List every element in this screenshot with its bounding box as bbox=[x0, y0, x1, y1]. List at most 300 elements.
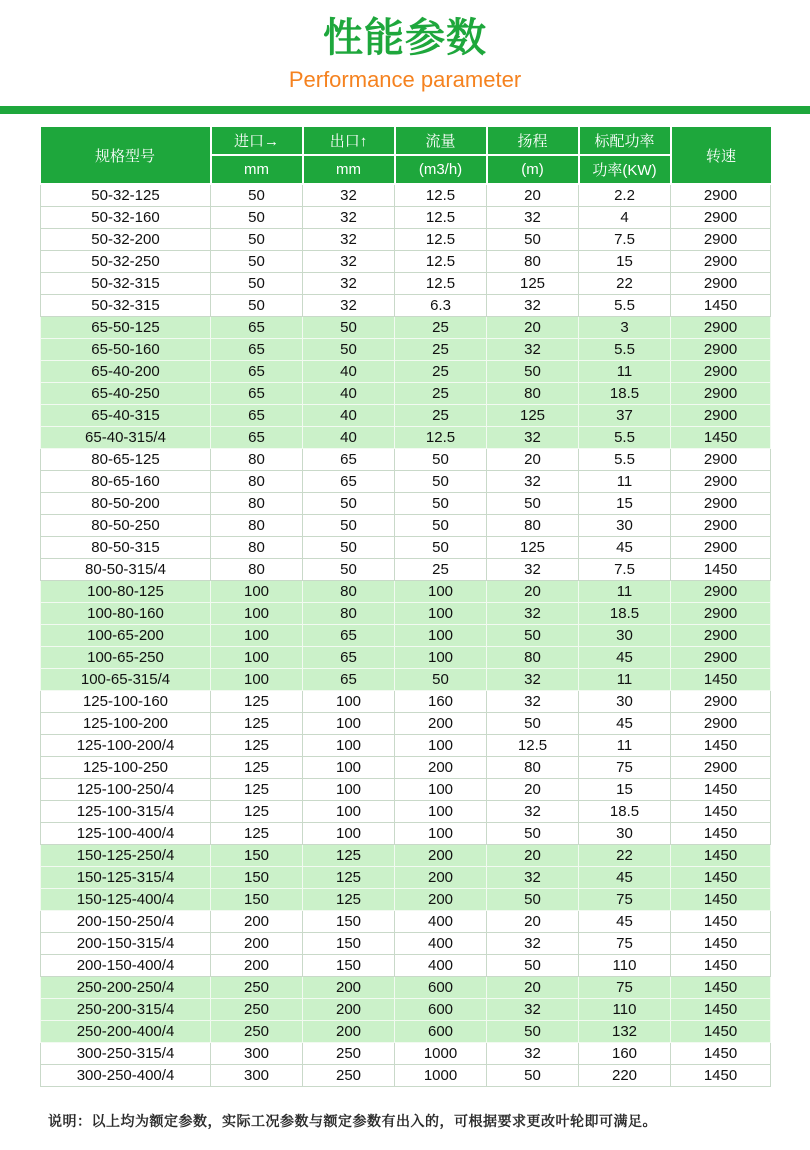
cell-inlet: 125 bbox=[211, 779, 303, 801]
table-row bbox=[41, 603, 771, 625]
table-row bbox=[41, 317, 771, 339]
cell-power: 11 bbox=[579, 581, 671, 603]
table-row bbox=[41, 779, 771, 801]
table-row bbox=[41, 911, 771, 933]
cell-head: 50 bbox=[487, 229, 579, 251]
cell-speed: 2900 bbox=[671, 625, 771, 647]
cell-model: 200-150-250/4 bbox=[41, 911, 211, 933]
cell-model: 125-100-315/4 bbox=[41, 801, 211, 823]
cell-power: 11 bbox=[579, 471, 671, 493]
cell-inlet: 200 bbox=[211, 955, 303, 977]
cell-outlet: 65 bbox=[303, 625, 395, 647]
cell-head: 20 bbox=[487, 845, 579, 867]
cell-flow: 400 bbox=[395, 933, 487, 955]
cell-inlet: 125 bbox=[211, 801, 303, 823]
cell-outlet: 65 bbox=[303, 471, 395, 493]
cell-outlet: 32 bbox=[303, 184, 395, 207]
cell-inlet: 250 bbox=[211, 999, 303, 1021]
cell-flow: 50 bbox=[395, 471, 487, 493]
table-row bbox=[41, 977, 771, 999]
cell-inlet: 65 bbox=[211, 383, 303, 405]
header-cell-outlet-unit: mm bbox=[303, 155, 395, 184]
cell-speed: 2900 bbox=[671, 537, 771, 559]
cell-power: 15 bbox=[579, 251, 671, 273]
cell-inlet: 50 bbox=[211, 184, 303, 207]
cell-outlet: 32 bbox=[303, 273, 395, 295]
cell-head: 50 bbox=[487, 493, 579, 515]
cell-speed: 1450 bbox=[671, 1043, 771, 1065]
cell-flow: 12.5 bbox=[395, 207, 487, 229]
cell-flow: 12.5 bbox=[395, 251, 487, 273]
cell-flow: 12.5 bbox=[395, 184, 487, 207]
cell-outlet: 100 bbox=[303, 823, 395, 845]
table-row bbox=[41, 845, 771, 867]
cell-power: 37 bbox=[579, 405, 671, 427]
table-row bbox=[41, 889, 771, 911]
cell-model: 125-100-250 bbox=[41, 757, 211, 779]
cell-flow: 100 bbox=[395, 581, 487, 603]
cell-power: 18.5 bbox=[579, 603, 671, 625]
table-row bbox=[41, 647, 771, 669]
cell-speed: 1450 bbox=[671, 845, 771, 867]
cell-power: 75 bbox=[579, 757, 671, 779]
cell-outlet: 50 bbox=[303, 559, 395, 581]
cell-model: 80-50-200 bbox=[41, 493, 211, 515]
cell-speed: 2900 bbox=[671, 603, 771, 625]
cell-power: 15 bbox=[579, 779, 671, 801]
cell-head: 32 bbox=[487, 339, 579, 361]
cell-power: 30 bbox=[579, 691, 671, 713]
cell-outlet: 150 bbox=[303, 933, 395, 955]
cell-outlet: 40 bbox=[303, 383, 395, 405]
cell-head: 50 bbox=[487, 955, 579, 977]
cell-head: 32 bbox=[487, 933, 579, 955]
cell-power: 160 bbox=[579, 1043, 671, 1065]
cell-head: 80 bbox=[487, 251, 579, 273]
cell-model: 65-40-315/4 bbox=[41, 427, 211, 449]
header-cell-model: 规格型号 bbox=[41, 127, 211, 184]
cell-flow: 25 bbox=[395, 361, 487, 383]
cell-model: 125-100-200 bbox=[41, 713, 211, 735]
footer-note: 说明：以上均为额定参数，实际工况参数与额定参数有出入的，可根据要求更改叶轮即可满足。 bbox=[48, 1113, 657, 1130]
cell-speed: 1450 bbox=[671, 295, 771, 317]
table-row bbox=[41, 427, 771, 449]
cell-head: 20 bbox=[487, 911, 579, 933]
cell-speed: 2900 bbox=[671, 581, 771, 603]
cell-outlet: 50 bbox=[303, 493, 395, 515]
cell-power: 11 bbox=[579, 361, 671, 383]
cell-inlet: 125 bbox=[211, 691, 303, 713]
cell-flow: 50 bbox=[395, 669, 487, 691]
cell-inlet: 50 bbox=[211, 251, 303, 273]
cell-outlet: 125 bbox=[303, 867, 395, 889]
cell-model: 50-32-315 bbox=[41, 273, 211, 295]
table-row bbox=[41, 207, 771, 229]
cell-outlet: 200 bbox=[303, 999, 395, 1021]
page-title: 性能参数 bbox=[323, 16, 487, 60]
table-row bbox=[41, 823, 771, 845]
cell-power: 30 bbox=[579, 823, 671, 845]
cell-head: 50 bbox=[487, 889, 579, 911]
header-cell-speed: 转速 bbox=[671, 127, 771, 184]
cell-head: 32 bbox=[487, 691, 579, 713]
divider-bar bbox=[0, 106, 810, 114]
cell-head: 32 bbox=[487, 427, 579, 449]
cell-inlet: 100 bbox=[211, 669, 303, 691]
cell-flow: 6.3 bbox=[395, 295, 487, 317]
header-cell-flow-unit: (m3/h) bbox=[395, 155, 487, 184]
table-row bbox=[41, 229, 771, 251]
cell-flow: 100 bbox=[395, 735, 487, 757]
header-cell-power: 标配功率 bbox=[579, 127, 671, 155]
cell-model: 250-200-400/4 bbox=[41, 1021, 211, 1043]
cell-outlet: 65 bbox=[303, 669, 395, 691]
cell-power: 5.5 bbox=[579, 427, 671, 449]
table-row bbox=[41, 999, 771, 1021]
table-row bbox=[41, 493, 771, 515]
cell-power: 11 bbox=[579, 669, 671, 691]
cell-power: 110 bbox=[579, 999, 671, 1021]
cell-speed: 2900 bbox=[671, 471, 771, 493]
cell-flow: 25 bbox=[395, 383, 487, 405]
header-cell-inlet: 进口→ bbox=[211, 127, 303, 155]
cell-flow: 1000 bbox=[395, 1043, 487, 1065]
cell-outlet: 50 bbox=[303, 515, 395, 537]
cell-speed: 2900 bbox=[671, 515, 771, 537]
cell-outlet: 32 bbox=[303, 229, 395, 251]
header-cell-inlet-unit: mm bbox=[211, 155, 303, 184]
performance-table bbox=[40, 127, 771, 1087]
cell-inlet: 150 bbox=[211, 845, 303, 867]
cell-model: 50-32-200 bbox=[41, 229, 211, 251]
table-row bbox=[41, 867, 771, 889]
cell-flow: 100 bbox=[395, 647, 487, 669]
table-row bbox=[41, 361, 771, 383]
cell-model: 125-100-250/4 bbox=[41, 779, 211, 801]
cell-speed: 1450 bbox=[671, 977, 771, 999]
cell-inlet: 65 bbox=[211, 317, 303, 339]
cell-outlet: 100 bbox=[303, 779, 395, 801]
cell-power: 5.5 bbox=[579, 449, 671, 471]
cell-head: 32 bbox=[487, 207, 579, 229]
cell-inlet: 80 bbox=[211, 537, 303, 559]
cell-inlet: 250 bbox=[211, 1021, 303, 1043]
cell-outlet: 125 bbox=[303, 889, 395, 911]
cell-outlet: 65 bbox=[303, 449, 395, 471]
cell-inlet: 300 bbox=[211, 1065, 303, 1087]
cell-head: 32 bbox=[487, 801, 579, 823]
cell-model: 150-125-250/4 bbox=[41, 845, 211, 867]
table-header bbox=[41, 127, 771, 184]
cell-model: 65-40-315 bbox=[41, 405, 211, 427]
cell-model: 80-50-250 bbox=[41, 515, 211, 537]
cell-model: 150-125-400/4 bbox=[41, 889, 211, 911]
cell-outlet: 250 bbox=[303, 1043, 395, 1065]
cell-speed: 2900 bbox=[671, 273, 771, 295]
cell-power: 45 bbox=[579, 647, 671, 669]
table-row bbox=[41, 581, 771, 603]
cell-speed: 2900 bbox=[671, 691, 771, 713]
cell-inlet: 50 bbox=[211, 207, 303, 229]
cell-head: 32 bbox=[487, 295, 579, 317]
cell-outlet: 80 bbox=[303, 581, 395, 603]
cell-model: 125-100-400/4 bbox=[41, 823, 211, 845]
cell-speed: 2900 bbox=[671, 251, 771, 273]
cell-head: 50 bbox=[487, 1021, 579, 1043]
header-cell-head: 扬程 bbox=[487, 127, 579, 155]
cell-speed: 1450 bbox=[671, 867, 771, 889]
cell-speed: 2900 bbox=[671, 207, 771, 229]
cell-head: 50 bbox=[487, 361, 579, 383]
cell-speed: 1450 bbox=[671, 779, 771, 801]
cell-flow: 50 bbox=[395, 515, 487, 537]
cell-inlet: 150 bbox=[211, 889, 303, 911]
cell-flow: 200 bbox=[395, 713, 487, 735]
cell-flow: 1000 bbox=[395, 1065, 487, 1087]
cell-speed: 2900 bbox=[671, 493, 771, 515]
cell-flow: 400 bbox=[395, 955, 487, 977]
header-cell-outlet: 出口↑ bbox=[303, 127, 395, 155]
cell-head: 12.5 bbox=[487, 735, 579, 757]
cell-speed: 1450 bbox=[671, 735, 771, 757]
cell-inlet: 300 bbox=[211, 1043, 303, 1065]
cell-speed: 1450 bbox=[671, 427, 771, 449]
cell-flow: 50 bbox=[395, 537, 487, 559]
cell-outlet: 250 bbox=[303, 1065, 395, 1087]
cell-outlet: 200 bbox=[303, 1021, 395, 1043]
cell-flow: 25 bbox=[395, 339, 487, 361]
cell-inlet: 150 bbox=[211, 867, 303, 889]
cell-head: 20 bbox=[487, 779, 579, 801]
cell-outlet: 50 bbox=[303, 317, 395, 339]
cell-inlet: 80 bbox=[211, 559, 303, 581]
cell-head: 20 bbox=[487, 581, 579, 603]
cell-head: 20 bbox=[487, 449, 579, 471]
cell-flow: 12.5 bbox=[395, 427, 487, 449]
cell-speed: 1450 bbox=[671, 933, 771, 955]
cell-head: 20 bbox=[487, 977, 579, 999]
cell-model: 65-40-250 bbox=[41, 383, 211, 405]
table-row bbox=[41, 251, 771, 273]
cell-power: 7.5 bbox=[579, 559, 671, 581]
cell-model: 100-80-125 bbox=[41, 581, 211, 603]
cell-head: 125 bbox=[487, 273, 579, 295]
cell-model: 250-200-315/4 bbox=[41, 999, 211, 1021]
table-row bbox=[41, 515, 771, 537]
cell-head: 125 bbox=[487, 537, 579, 559]
cell-head: 32 bbox=[487, 471, 579, 493]
cell-inlet: 100 bbox=[211, 581, 303, 603]
cell-speed: 1450 bbox=[671, 889, 771, 911]
cell-model: 100-65-315/4 bbox=[41, 669, 211, 691]
cell-speed: 2900 bbox=[671, 647, 771, 669]
cell-flow: 200 bbox=[395, 845, 487, 867]
cell-head: 32 bbox=[487, 1043, 579, 1065]
cell-power: 75 bbox=[579, 933, 671, 955]
cell-flow: 160 bbox=[395, 691, 487, 713]
cell-flow: 12.5 bbox=[395, 273, 487, 295]
cell-inlet: 125 bbox=[211, 757, 303, 779]
table-row bbox=[41, 559, 771, 581]
cell-inlet: 65 bbox=[211, 405, 303, 427]
cell-speed: 2900 bbox=[671, 383, 771, 405]
cell-head: 80 bbox=[487, 383, 579, 405]
cell-inlet: 80 bbox=[211, 493, 303, 515]
cell-speed: 2900 bbox=[671, 229, 771, 251]
cell-inlet: 65 bbox=[211, 427, 303, 449]
cell-head: 32 bbox=[487, 603, 579, 625]
table-row bbox=[41, 691, 771, 713]
cell-outlet: 50 bbox=[303, 339, 395, 361]
cell-head: 80 bbox=[487, 757, 579, 779]
cell-model: 50-32-250 bbox=[41, 251, 211, 273]
cell-model: 50-32-125 bbox=[41, 184, 211, 207]
table-row bbox=[41, 669, 771, 691]
cell-power: 132 bbox=[579, 1021, 671, 1043]
cell-flow: 400 bbox=[395, 911, 487, 933]
cell-power: 110 bbox=[579, 955, 671, 977]
cell-speed: 1450 bbox=[671, 669, 771, 691]
cell-inlet: 100 bbox=[211, 603, 303, 625]
cell-head: 50 bbox=[487, 625, 579, 647]
cell-outlet: 100 bbox=[303, 735, 395, 757]
cell-power: 18.5 bbox=[579, 801, 671, 823]
cell-outlet: 65 bbox=[303, 647, 395, 669]
cell-model: 200-150-400/4 bbox=[41, 955, 211, 977]
cell-model: 100-65-200 bbox=[41, 625, 211, 647]
cell-flow: 25 bbox=[395, 559, 487, 581]
cell-flow: 100 bbox=[395, 801, 487, 823]
table-row bbox=[41, 339, 771, 361]
cell-head: 50 bbox=[487, 713, 579, 735]
cell-flow: 200 bbox=[395, 757, 487, 779]
table-row bbox=[41, 471, 771, 493]
cell-outlet: 40 bbox=[303, 427, 395, 449]
cell-model: 80-65-125 bbox=[41, 449, 211, 471]
cell-power: 5.5 bbox=[579, 295, 671, 317]
cell-outlet: 200 bbox=[303, 977, 395, 999]
table-row bbox=[41, 757, 771, 779]
cell-power: 15 bbox=[579, 493, 671, 515]
cell-power: 7.5 bbox=[579, 229, 671, 251]
table-row bbox=[41, 955, 771, 977]
cell-flow: 600 bbox=[395, 1021, 487, 1043]
cell-head: 32 bbox=[487, 999, 579, 1021]
cell-model: 65-50-125 bbox=[41, 317, 211, 339]
cell-power: 45 bbox=[579, 867, 671, 889]
cell-power: 18.5 bbox=[579, 383, 671, 405]
cell-speed: 1450 bbox=[671, 911, 771, 933]
cell-speed: 1450 bbox=[671, 1065, 771, 1087]
cell-power: 11 bbox=[579, 735, 671, 757]
cell-model: 200-150-315/4 bbox=[41, 933, 211, 955]
table-row bbox=[41, 537, 771, 559]
cell-flow: 50 bbox=[395, 449, 487, 471]
header-cell-head-unit: (m) bbox=[487, 155, 579, 184]
cell-head: 20 bbox=[487, 184, 579, 207]
cell-outlet: 32 bbox=[303, 295, 395, 317]
cell-inlet: 80 bbox=[211, 471, 303, 493]
cell-flow: 100 bbox=[395, 823, 487, 845]
cell-head: 125 bbox=[487, 405, 579, 427]
cell-inlet: 50 bbox=[211, 273, 303, 295]
cell-power: 220 bbox=[579, 1065, 671, 1087]
cell-flow: 25 bbox=[395, 317, 487, 339]
cell-power: 22 bbox=[579, 273, 671, 295]
cell-model: 125-100-200/4 bbox=[41, 735, 211, 757]
cell-speed: 2900 bbox=[671, 405, 771, 427]
table-row bbox=[41, 801, 771, 823]
cell-model: 65-40-200 bbox=[41, 361, 211, 383]
cell-power: 45 bbox=[579, 911, 671, 933]
cell-power: 45 bbox=[579, 713, 671, 735]
cell-outlet: 100 bbox=[303, 801, 395, 823]
page-subtitle: Performance parameter bbox=[288, 67, 522, 92]
cell-speed: 1450 bbox=[671, 1021, 771, 1043]
table-row bbox=[41, 1065, 771, 1087]
cell-power: 30 bbox=[579, 625, 671, 647]
cell-speed: 2900 bbox=[671, 713, 771, 735]
cell-flow: 600 bbox=[395, 999, 487, 1021]
cell-inlet: 65 bbox=[211, 339, 303, 361]
cell-head: 32 bbox=[487, 669, 579, 691]
cell-inlet: 65 bbox=[211, 361, 303, 383]
cell-speed: 1450 bbox=[671, 801, 771, 823]
cell-flow: 100 bbox=[395, 625, 487, 647]
cell-head: 20 bbox=[487, 317, 579, 339]
cell-speed: 1450 bbox=[671, 823, 771, 845]
cell-head: 32 bbox=[487, 867, 579, 889]
cell-flow: 12.5 bbox=[395, 229, 487, 251]
cell-model: 100-80-160 bbox=[41, 603, 211, 625]
cell-flow: 200 bbox=[395, 889, 487, 911]
cell-model: 100-65-250 bbox=[41, 647, 211, 669]
cell-model: 65-50-160 bbox=[41, 339, 211, 361]
cell-power: 30 bbox=[579, 515, 671, 537]
cell-power: 75 bbox=[579, 889, 671, 911]
cell-outlet: 40 bbox=[303, 361, 395, 383]
cell-model: 125-100-160 bbox=[41, 691, 211, 713]
cell-speed: 2900 bbox=[671, 317, 771, 339]
cell-outlet: 150 bbox=[303, 911, 395, 933]
table-row bbox=[41, 449, 771, 471]
cell-inlet: 100 bbox=[211, 625, 303, 647]
cell-speed: 2900 bbox=[671, 339, 771, 361]
cell-outlet: 80 bbox=[303, 603, 395, 625]
cell-outlet: 32 bbox=[303, 207, 395, 229]
cell-power: 3 bbox=[579, 317, 671, 339]
cell-head: 50 bbox=[487, 1065, 579, 1087]
cell-model: 50-32-315 bbox=[41, 295, 211, 317]
cell-head: 50 bbox=[487, 823, 579, 845]
cell-inlet: 125 bbox=[211, 713, 303, 735]
cell-outlet: 50 bbox=[303, 537, 395, 559]
table-row bbox=[41, 735, 771, 757]
cell-inlet: 50 bbox=[211, 229, 303, 251]
table-row bbox=[41, 184, 771, 207]
cell-inlet: 200 bbox=[211, 933, 303, 955]
table-row bbox=[41, 713, 771, 735]
cell-outlet: 100 bbox=[303, 713, 395, 735]
table-row bbox=[41, 1043, 771, 1065]
cell-inlet: 250 bbox=[211, 977, 303, 999]
cell-flow: 600 bbox=[395, 977, 487, 999]
cell-outlet: 150 bbox=[303, 955, 395, 977]
cell-power: 45 bbox=[579, 537, 671, 559]
table-body bbox=[41, 184, 771, 1087]
cell-flow: 100 bbox=[395, 779, 487, 801]
header-cell-flow: 流量 bbox=[395, 127, 487, 155]
